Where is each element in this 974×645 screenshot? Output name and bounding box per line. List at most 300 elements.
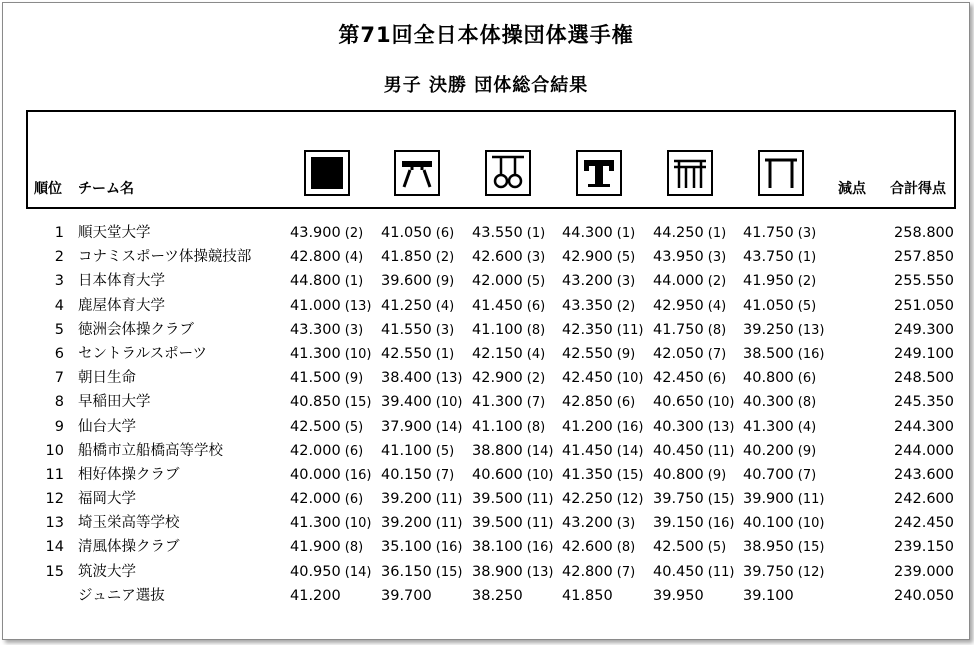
apparatus-rank: (15) (707, 492, 735, 508)
apparatus-rank: (2) (344, 226, 364, 241)
team-name-cell: ジュニア選抜 (78, 587, 165, 604)
team-name-cell: 日本体育大学 (78, 273, 165, 290)
team-name-cell: 早稲田大学 (78, 394, 151, 411)
score-cell (653, 366, 726, 391)
total-score-cell: 257.850 (894, 249, 954, 266)
score-cell (472, 584, 523, 608)
score-value: 40.450 (653, 442, 704, 459)
score-cell (653, 535, 726, 560)
apparatus-rank: (15) (344, 395, 372, 411)
header-deduction: 減点 (838, 181, 866, 197)
apparatus-rank: (4) (526, 346, 546, 362)
table-row (0, 390, 974, 414)
score-cell (653, 294, 726, 319)
total-score-cell: 244.300 (894, 418, 954, 435)
apparatus-rank: (10) (707, 395, 735, 411)
score-cell (381, 415, 462, 440)
apparatus-rank: (8) (707, 322, 727, 338)
score-value: 40.700 (743, 466, 794, 483)
score-value: 40.000 (290, 466, 341, 483)
total-score-cell: 240.050 (894, 587, 954, 604)
rank-cell: 14 (45, 539, 64, 556)
score-cell (743, 560, 824, 585)
score-value: 40.300 (653, 418, 704, 435)
score-cell (472, 245, 545, 270)
apparatus-rank: (6) (344, 443, 364, 459)
apparatus-rank: (2) (526, 371, 546, 387)
score-cell (653, 487, 734, 512)
rank-cell: 7 (54, 370, 64, 387)
score-cell (562, 439, 643, 464)
apparatus-rank: (11) (526, 516, 554, 532)
score-value: 41.350 (562, 466, 613, 483)
apparatus-rank: (15) (435, 564, 463, 580)
score-cell (290, 221, 363, 246)
score-cell (381, 584, 432, 608)
score-cell (290, 487, 363, 512)
score-value: 39.700 (381, 587, 432, 604)
score-value: 39.250 (743, 321, 794, 338)
apparatus-rank: (12) (616, 492, 644, 508)
score-cell (472, 415, 545, 440)
team-name-cell: セントラルスポーツ (78, 345, 208, 362)
score-value: 39.600 (381, 273, 432, 290)
apparatus-rank: (3) (616, 516, 636, 532)
score-value: 41.900 (290, 539, 341, 556)
score-cell (653, 560, 734, 585)
score-cell (381, 560, 462, 585)
score-value: 42.350 (562, 321, 613, 338)
score-value: 40.150 (381, 466, 432, 483)
score-value: 38.100 (472, 539, 523, 556)
score-cell (472, 294, 545, 319)
score-value: 43.300 (290, 321, 341, 338)
score-cell (472, 318, 545, 343)
score-cell (743, 535, 824, 560)
team-name-cell: 鹿屋体育大学 (78, 297, 165, 314)
score-cell (653, 342, 726, 367)
score-value: 43.900 (290, 225, 341, 241)
score-cell (743, 342, 824, 367)
table-row (0, 342, 974, 366)
score-value: 39.400 (381, 394, 432, 411)
score-cell (743, 439, 816, 464)
score-cell (743, 463, 816, 488)
score-value: 39.750 (653, 491, 704, 508)
team-name-cell: 清風体操クラブ (78, 539, 180, 556)
rank-cell: 15 (45, 563, 64, 580)
score-cell (472, 221, 545, 246)
page-title: 第71回全日本体操団体選手権 (338, 23, 634, 47)
score-cell (381, 342, 454, 367)
score-value: 41.750 (653, 321, 704, 338)
score-cell (653, 269, 726, 294)
score-value: 43.750 (743, 249, 794, 266)
score-cell (381, 366, 462, 391)
score-cell (290, 390, 371, 415)
score-cell (562, 366, 643, 391)
score-cell (562, 560, 635, 585)
score-value: 42.950 (653, 297, 704, 314)
rank-cell: 10 (45, 442, 64, 459)
apparatus-rank: (13) (797, 322, 825, 338)
score-cell (472, 535, 553, 560)
score-value: 44.000 (653, 273, 704, 290)
score-cell (290, 318, 363, 343)
apparatus-rank: (10) (344, 516, 372, 532)
score-value: 40.850 (290, 394, 341, 411)
total-score-cell: 248.500 (894, 370, 954, 387)
rank-cell: 6 (54, 345, 64, 362)
score-cell (743, 511, 824, 536)
table-row (0, 439, 974, 463)
score-cell (290, 511, 371, 536)
apparatus-rank: (1) (526, 226, 546, 241)
score-cell (381, 511, 462, 536)
apparatus-rank: (16) (526, 540, 554, 556)
score-value: 38.400 (381, 370, 432, 387)
table-row (0, 245, 974, 269)
header-rank: 順位 (34, 181, 62, 197)
apparatus-rank: (6) (344, 492, 364, 508)
score-cell (290, 439, 363, 464)
score-cell (290, 584, 341, 608)
score-value: 39.500 (472, 491, 523, 508)
apparatus-rank: (8) (616, 540, 636, 556)
apparatus-rank: (16) (797, 346, 825, 362)
score-value: 41.300 (472, 394, 523, 411)
score-cell (562, 221, 635, 246)
apparatus-rank: (5) (616, 250, 636, 266)
score-value: 39.100 (743, 587, 794, 604)
score-value: 41.300 (743, 418, 794, 435)
score-value: 38.800 (472, 442, 523, 459)
score-value: 40.800 (743, 370, 794, 387)
score-cell (653, 221, 726, 246)
apparatus-rank: (15) (797, 540, 825, 556)
score-cell (562, 584, 613, 608)
score-cell (743, 269, 816, 294)
score-value: 42.500 (653, 539, 704, 556)
team-name-cell: 筑波大学 (78, 563, 136, 580)
score-cell (290, 342, 371, 367)
score-value: 41.550 (381, 321, 432, 338)
apparatus-rank: (2) (797, 274, 817, 290)
score-value: 40.650 (653, 394, 704, 411)
total-score-cell: 239.000 (894, 563, 954, 580)
score-cell (290, 415, 363, 440)
apparatus-rank: (5) (344, 419, 364, 435)
header-team: チーム名 (78, 181, 134, 197)
score-cell (562, 245, 635, 270)
score-value: 35.100 (381, 539, 432, 556)
score-cell (562, 415, 643, 440)
table-row (0, 294, 974, 318)
apparatus-rank: (3) (435, 322, 455, 338)
apparatus-rank: (1) (344, 274, 364, 290)
team-name-cell: 福岡大学 (78, 491, 136, 508)
score-cell (743, 415, 816, 440)
score-value: 42.600 (472, 249, 523, 266)
score-cell (381, 221, 454, 246)
score-value: 44.250 (653, 225, 704, 241)
apparatus-rank: (6) (797, 371, 817, 387)
score-cell (381, 269, 454, 294)
score-cell (562, 294, 635, 319)
apparatus-rank: (2) (616, 298, 636, 314)
score-cell (653, 318, 726, 343)
score-cell (562, 342, 635, 367)
apparatus-rank: (9) (707, 467, 727, 483)
apparatus-rank: (7) (797, 467, 817, 483)
score-value: 39.200 (381, 515, 432, 532)
floor-exercise-icon (304, 150, 350, 196)
score-value: 42.900 (472, 370, 523, 387)
score-cell (653, 584, 704, 608)
apparatus-rank: (3) (344, 322, 364, 338)
apparatus-rank: (11) (435, 492, 463, 508)
apparatus-rank: (6) (526, 298, 546, 314)
score-value: 43.350 (562, 297, 613, 314)
score-cell (472, 511, 553, 536)
rank-cell: 4 (54, 297, 64, 314)
score-cell (472, 342, 545, 367)
team-name-cell: 順天堂大学 (78, 225, 151, 241)
apparatus-rank: (14) (526, 443, 554, 459)
table-row (0, 318, 974, 342)
score-value: 42.150 (472, 345, 523, 362)
score-cell (381, 439, 454, 464)
apparatus-rank: (4) (344, 250, 364, 266)
apparatus-rank: (13) (435, 371, 463, 387)
apparatus-rank: (1) (707, 226, 727, 241)
score-cell (743, 245, 816, 270)
score-value: 39.200 (381, 491, 432, 508)
score-cell (472, 390, 545, 415)
score-cell (381, 318, 454, 343)
score-value: 42.550 (562, 345, 613, 362)
score-value: 39.750 (743, 563, 794, 580)
table-row (0, 584, 974, 608)
rank-cell: 1 (54, 225, 64, 241)
score-cell (290, 269, 363, 294)
team-name-cell: 徳洲会体操クラブ (78, 321, 194, 338)
score-cell (743, 366, 816, 391)
apparatus-rank: (5) (797, 298, 817, 314)
apparatus-rank: (10) (616, 371, 644, 387)
rank-cell: 13 (45, 515, 64, 532)
parallel-bars-icon (667, 150, 713, 196)
score-cell (290, 366, 363, 391)
score-value: 38.950 (743, 539, 794, 556)
score-cell (472, 487, 553, 512)
score-cell (653, 511, 734, 536)
score-value: 42.250 (562, 491, 613, 508)
apparatus-rank: (5) (435, 443, 455, 459)
apparatus-rank: (11) (616, 322, 644, 338)
apparatus-rank: (1) (435, 346, 455, 362)
score-cell (743, 584, 794, 608)
apparatus-rank: (14) (616, 443, 644, 459)
rank-cell: 8 (54, 394, 64, 411)
score-cell (653, 415, 734, 440)
score-cell (381, 294, 454, 319)
page-subtitle: 男子 決勝 団体総合結果 (383, 75, 589, 96)
apparatus-rank: (3) (526, 250, 546, 266)
total-score-cell: 245.350 (894, 394, 954, 411)
apparatus-rank: (11) (526, 492, 554, 508)
apparatus-rank: (5) (526, 274, 546, 290)
apparatus-rank: (4) (435, 298, 455, 314)
total-score-cell: 255.550 (894, 273, 954, 290)
apparatus-rank: (8) (797, 395, 817, 411)
total-score-cell: 239.150 (894, 539, 954, 556)
apparatus-rank: (13) (344, 298, 372, 314)
apparatus-rank: (9) (797, 443, 817, 459)
apparatus-rank: (11) (797, 492, 825, 508)
apparatus-rank: (5) (707, 540, 727, 556)
score-value: 41.000 (290, 297, 341, 314)
apparatus-rank: (16) (616, 419, 644, 435)
apparatus-rank: (11) (435, 516, 463, 532)
apparatus-rank: (1) (616, 226, 636, 241)
score-value: 42.000 (290, 491, 341, 508)
apparatus-rank: (9) (344, 371, 364, 387)
score-cell (743, 390, 816, 415)
table-row (0, 511, 974, 535)
score-value: 44.300 (562, 225, 613, 241)
score-cell (472, 463, 553, 488)
table-row (0, 221, 974, 245)
apparatus-rank: (11) (707, 564, 735, 580)
apparatus-rank: (9) (616, 346, 636, 362)
apparatus-rank: (15) (616, 467, 644, 483)
team-name-cell: 仙台大学 (78, 418, 136, 435)
score-cell (653, 463, 726, 488)
score-value: 41.850 (562, 587, 613, 604)
score-cell (562, 463, 643, 488)
total-score-cell: 251.050 (894, 297, 954, 314)
header-total: 合計得点 (890, 181, 946, 197)
table-row (0, 463, 974, 487)
apparatus-rank: (8) (344, 540, 364, 556)
score-cell (381, 463, 454, 488)
apparatus-rank: (7) (616, 564, 636, 580)
score-value: 42.600 (562, 539, 613, 556)
rank-cell: 11 (45, 466, 64, 483)
apparatus-rank: (14) (435, 419, 463, 435)
score-value: 41.750 (743, 225, 794, 241)
score-value: 41.050 (381, 225, 432, 241)
total-score-cell: 249.300 (894, 321, 954, 338)
score-cell (290, 245, 363, 270)
apparatus-rank: (10) (797, 516, 825, 532)
score-value: 39.500 (472, 515, 523, 532)
rank-cell: 5 (54, 321, 64, 338)
score-cell (472, 560, 553, 585)
score-value: 38.900 (472, 563, 523, 580)
score-cell (653, 245, 726, 270)
apparatus-rank: (3) (707, 250, 727, 266)
apparatus-rank: (14) (344, 564, 372, 580)
total-score-cell: 249.100 (894, 345, 954, 362)
team-name-cell: コナミスポーツ体操競技部 (78, 249, 252, 266)
rings-icon (485, 150, 531, 196)
score-value: 40.600 (472, 466, 523, 483)
score-cell (562, 535, 635, 560)
score-value: 42.900 (562, 249, 613, 266)
score-cell (290, 463, 371, 488)
rank-cell: 3 (54, 273, 64, 290)
score-value: 41.050 (743, 297, 794, 314)
table-row (0, 366, 974, 390)
total-score-cell: 258.800 (894, 225, 954, 241)
apparatus-rank: (16) (344, 467, 372, 483)
score-value: 41.300 (290, 515, 341, 532)
score-value: 42.000 (290, 442, 341, 459)
apparatus-rank: (3) (616, 274, 636, 290)
score-value: 41.100 (472, 321, 523, 338)
score-value: 38.250 (472, 587, 523, 604)
apparatus-rank: (10) (435, 395, 463, 411)
apparatus-rank: (11) (707, 443, 735, 459)
vault-icon (576, 150, 622, 196)
team-name-cell: 朝日生命 (78, 370, 136, 387)
score-value: 41.100 (381, 442, 432, 459)
score-value: 42.500 (290, 418, 341, 435)
team-name-cell: 相好体操クラブ (78, 466, 180, 483)
rank-cell: 12 (45, 491, 64, 508)
score-cell (381, 390, 462, 415)
score-value: 40.200 (743, 442, 794, 459)
score-value: 42.450 (653, 370, 704, 387)
score-cell (562, 318, 643, 343)
total-score-cell: 242.600 (894, 491, 954, 508)
score-cell (472, 269, 545, 294)
total-score-cell: 244.000 (894, 442, 954, 459)
score-value: 41.450 (472, 297, 523, 314)
table-row (0, 535, 974, 559)
team-name-cell: 埼玉栄高等学校 (78, 515, 180, 532)
apparatus-rank: (7) (526, 395, 546, 411)
score-value: 41.100 (472, 418, 523, 435)
score-value: 43.200 (562, 515, 613, 532)
apparatus-rank: (2) (435, 250, 455, 266)
score-cell (472, 439, 553, 464)
score-value: 41.450 (562, 442, 613, 459)
apparatus-rank: (9) (435, 274, 455, 290)
apparatus-rank: (13) (526, 564, 554, 580)
score-value: 42.800 (290, 249, 341, 266)
apparatus-rank: (8) (526, 419, 546, 435)
score-value: 42.550 (381, 345, 432, 362)
total-score-cell: 243.600 (894, 466, 954, 483)
score-cell (653, 390, 734, 415)
score-value: 40.100 (743, 515, 794, 532)
score-value: 41.850 (381, 249, 432, 266)
apparatus-rank: (16) (435, 540, 463, 556)
score-value: 42.050 (653, 345, 704, 362)
pommel-horse-icon (394, 150, 440, 196)
score-cell (562, 269, 635, 294)
apparatus-rank: (6) (435, 226, 455, 241)
team-name-cell: 船橋市立船橋高等学校 (78, 442, 223, 459)
table-row (0, 415, 974, 439)
apparatus-rank: (7) (435, 467, 455, 483)
apparatus-rank: (3) (797, 226, 817, 241)
table-row (0, 269, 974, 293)
score-value: 42.000 (472, 273, 523, 290)
